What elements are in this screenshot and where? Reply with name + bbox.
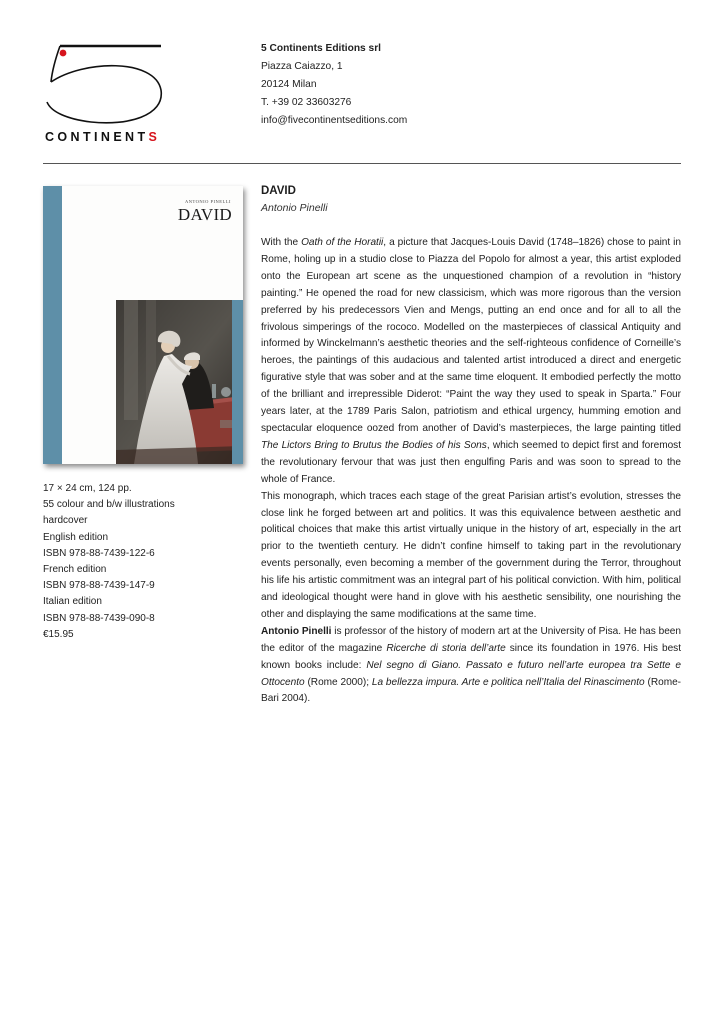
publisher-email[interactable]: info@fivecontinentseditions.com	[261, 115, 408, 126]
publisher-name: 5 Continents Editions srl	[261, 43, 381, 54]
publisher-address: Piazza Caiazzo, 1	[261, 61, 343, 72]
book-description	[261, 183, 681, 708]
spec-format: 17 × 24 cm, 124 pp.	[43, 483, 132, 494]
paragraph-monograph: This monograph, which traces each stage of the great Parisian artist’s evolution, stresses the close link he forged between art and politics. It was this equivalence between aesthetic and political choices that make this artist virtually unique in the history of art, especially in the art prior to the twentieth century. He didn’t confine himself to taking part in the revolutionary events personally, even becoming a member of the government during the Terror, throughout his life his artistic commitment was an integral part of his political conviction. With him, political and ideological thought were hand in glove with his aesthetic sensibility, one nourishing the other and displaying the same modifications at the same time.	[261, 490, 681, 620]
article-body	[261, 235, 681, 708]
cover-painting	[116, 300, 243, 464]
cover-author: ANTONIO PINELLI	[184, 199, 231, 204]
article-title: DAVID	[261, 185, 296, 197]
spec-french-isbn: ISBN 978-88-7439-147-9	[43, 580, 155, 592]
spec-illustrations: 55 colour and b/w illustrations	[43, 499, 175, 511]
spec-english-edition: English edition	[43, 531, 109, 543]
spec-price: €15.95	[43, 628, 74, 640]
author-bio: Antonio Pinelli is professor of the history of modern art at the University of Pisa. He has been the editor of the magazine Ricerche di storia dell’arte since its foundation in 1976. His best known books include: Nel segno di Giano. Passato e futuro nell’arte europea tra Sette e Ottocento (Rome 2000); La bellezza impura. Arte e politica nell’Italia del Rinascimento (Rome-Bari 2004).	[261, 625, 682, 705]
paragraph-intro: With the Oath of the Horatii, a picture that Jacques-Louis David (1748–1826) chose to paint in Rome, holing up in a studio close to Piazza del Popolo for almost a year, this artist exploded onto the European art scene as the unquestioned champion of a revolution in “history painting.” He opened the road for new classicism, which was more rigorous than the version preferred by his predecessors Vien and Mengs, putting an end once and for all to all the frivolous simperings of the rococo. Modelled on the masterpieces of classical Antiquity and informed by Winckelmann’s aesthetic theories and the self-righteous confidence of Corneille’s heroes, the paintings of this audacious and talented artist introduced a direct and energetic figurative style that was sober and at the same time eloquent. It embodied perfectly the motto of the brilliant and irrepressible Diderot: “Paint the way they used to speak in Sparta.” Four years later, at the 1789 Paris Salon, patriotism and ethical urgency, humming emotion and spectacular eloquence oozed from another of David’s masterpieces, the large painting titled The Lictors Bring to Brutus the Bodies of his Sons, which seemed to depict first and foremost the revolutionary fervour that was just then engulfing Paris and was soon to spread to the whole of France.	[261, 237, 681, 485]
book-cover	[43, 186, 243, 464]
spec-french-edition: French edition	[43, 564, 107, 576]
publisher-contact	[261, 40, 407, 130]
book-specs	[43, 481, 175, 643]
logo-red-dot	[60, 50, 67, 57]
bio-author-name: Antonio Pinelli	[261, 625, 332, 637]
cover-title: DAVID	[177, 205, 232, 224]
publisher-logo	[43, 42, 183, 152]
spec-binding: hardcover	[43, 515, 88, 527]
five-logo-mark	[43, 42, 183, 130]
cover-side-band	[232, 300, 243, 464]
spec-english-isbn: ISBN 978-88-7439-122-6	[43, 547, 155, 559]
work-title-lictors: The Lictors Bring to Brutus the Bodies of his Sons	[261, 439, 487, 451]
article-author: Antonio Pinelli	[261, 202, 328, 214]
logo-wordmark	[45, 130, 160, 144]
header-divider	[43, 163, 681, 164]
publisher-phone: T. +39 02 33603276	[261, 97, 352, 108]
spec-italian-edition: Italian edition	[43, 596, 102, 608]
spec-italian-isbn: ISBN 978-88-7439-090-8	[43, 612, 155, 624]
cover-spine	[43, 186, 62, 464]
work-title-oath: Oath of the Horatii	[301, 237, 384, 248]
logo-wordmark-main: CONTINENT	[45, 130, 149, 144]
logo-wordmark-accent: S	[148, 130, 161, 144]
publisher-city: 20124 Milan	[261, 79, 317, 90]
